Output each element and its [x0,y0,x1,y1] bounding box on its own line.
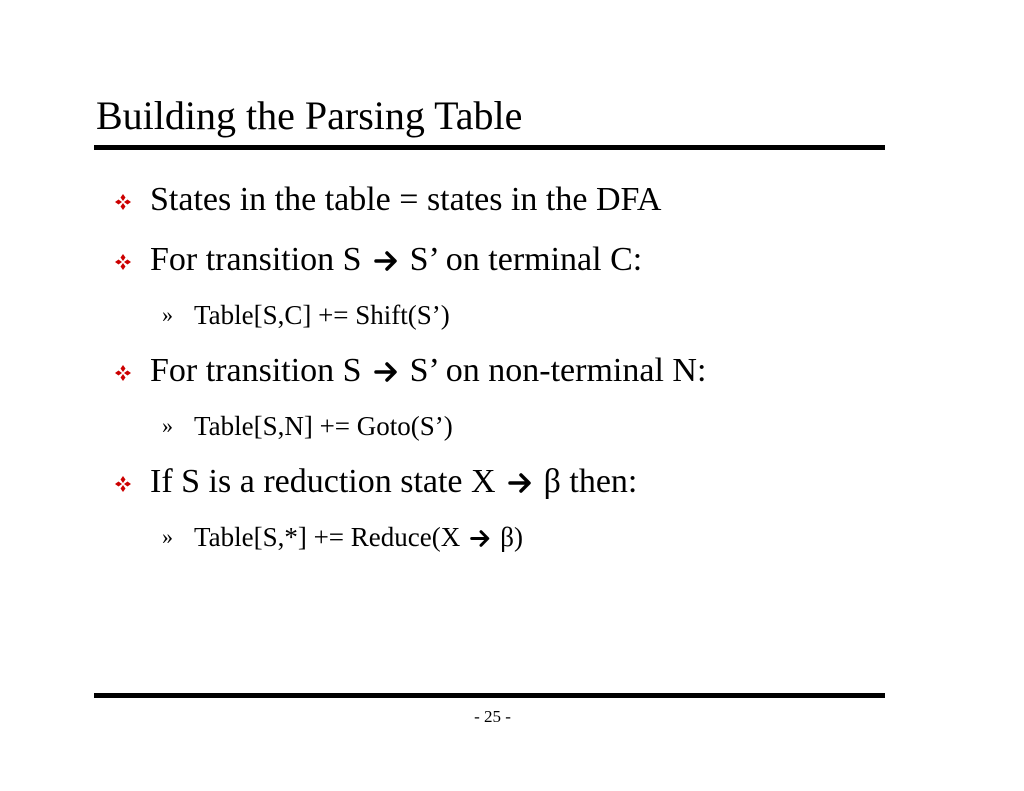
sub-bullet-marker: » [162,524,173,549]
bullet-text-before: If S is a reduction state X [150,463,496,500]
diamond-bullet-icon [113,252,133,272]
page-number: - 25 - [474,707,511,726]
bullet-text-after: β then: [543,463,638,500]
right-arrow-icon [374,361,400,383]
sub-bullet-marker: » [162,302,173,327]
title-rule [94,145,885,150]
bullet-item-1 [113,180,661,220]
sub-text: Table[S,N] += Goto(S’) [194,411,453,441]
bullet-item-3 [113,351,706,391]
bullet-text-before: For transition S [150,241,362,278]
right-arrow-icon [470,529,492,548]
diamond-bullet-icon [113,363,133,383]
footer-rule [94,693,885,698]
diamond-bullet-icon [113,192,133,212]
bullet-item-2 [113,240,642,280]
bullet-item-4 [113,462,637,502]
sub-text-before: Table[S,*] += Reduce(X [194,522,461,552]
bullet-text-before: For transition S [150,352,362,389]
bullet-text-after: S’ on terminal C: [409,241,643,278]
right-arrow-icon [508,472,534,494]
sub-item-2 [162,409,453,443]
sub-bullet-marker: » [162,413,173,438]
diamond-bullet-icon [113,474,133,494]
sub-item-1 [162,298,450,332]
right-arrow-icon [374,250,400,272]
sub-item-3 [162,520,523,554]
sub-text: Table[S,C] += Shift(S’) [194,300,450,330]
sub-text-after: β) [500,522,523,552]
bullet-text-after: S’ on non-terminal N: [409,352,707,389]
bullet-text: States in the table = states in the DFA [150,181,662,218]
slide-title: Building the Parsing Table [96,93,523,138]
